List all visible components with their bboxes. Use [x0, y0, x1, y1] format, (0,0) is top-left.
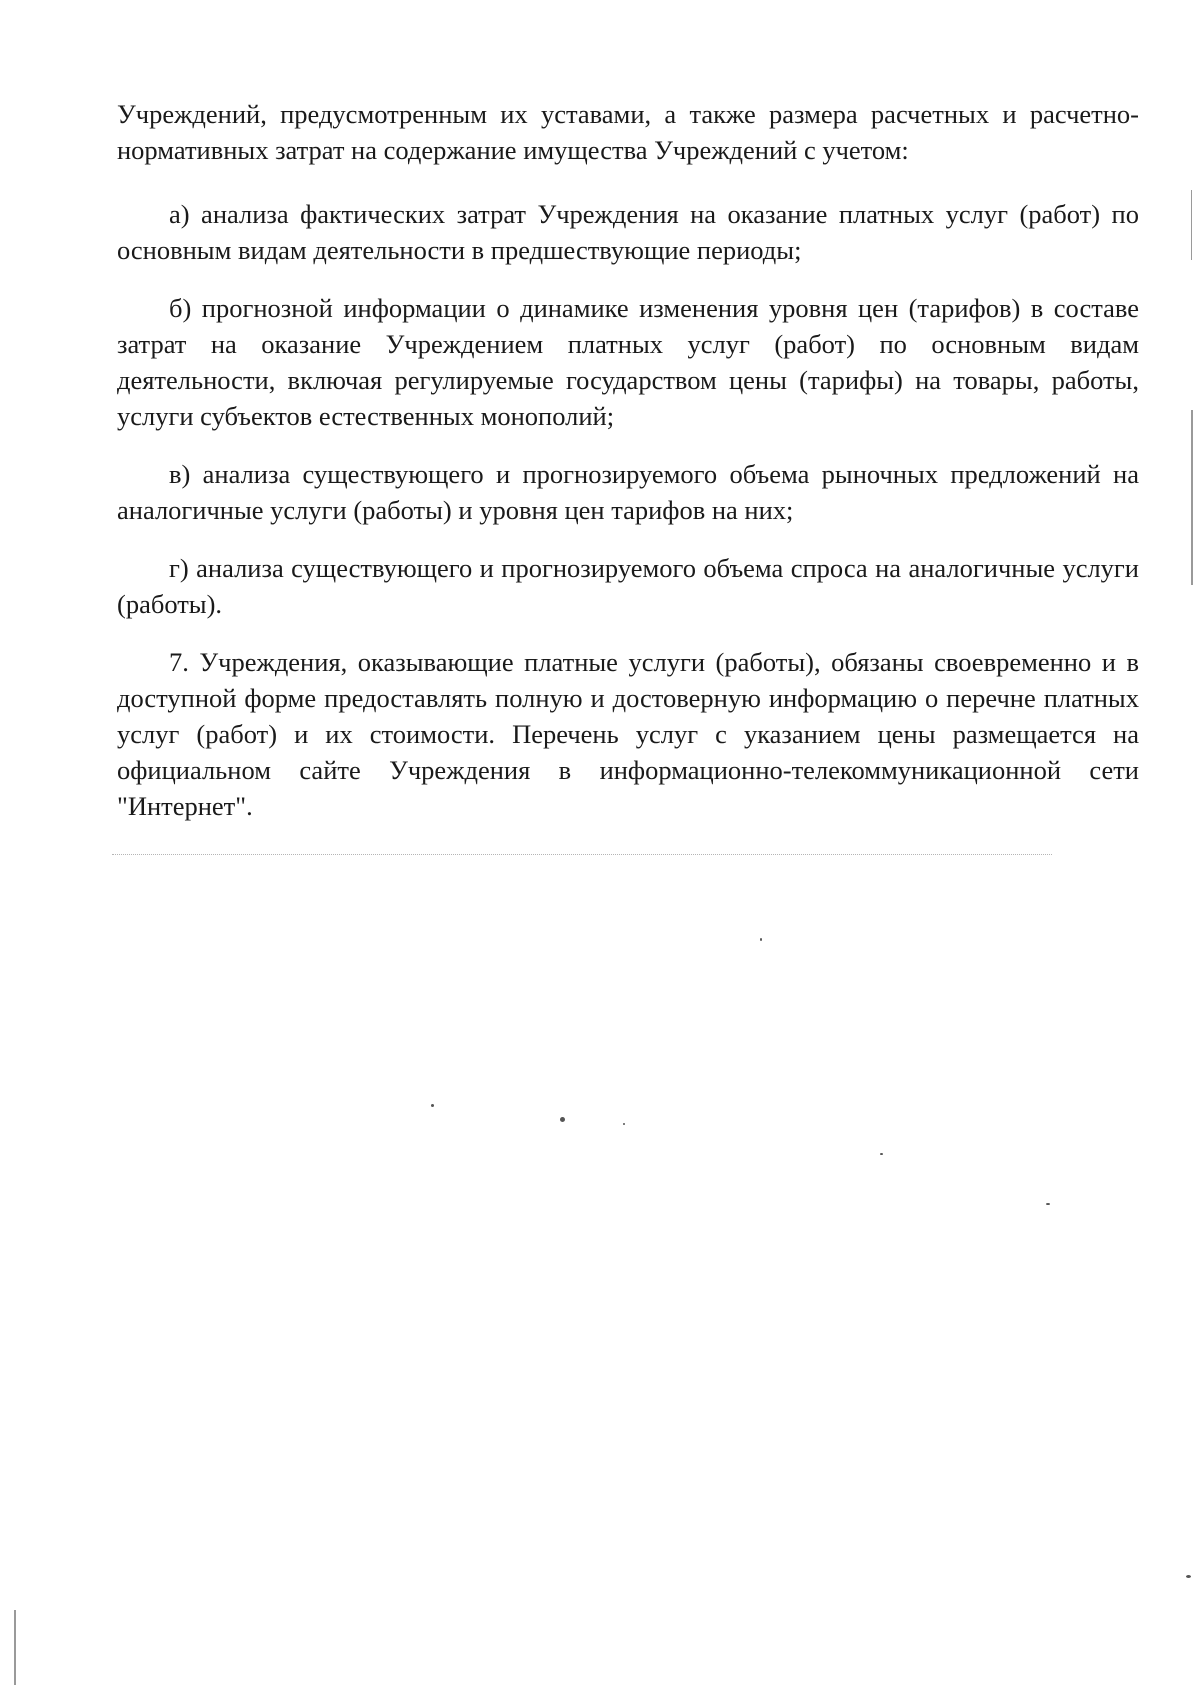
scan-speck — [431, 1104, 434, 1107]
paragraph-item-b: б) прогнозной информации о динамике изменения уровня цен (тарифов) в составе затрат на оказание Учреждением платных услуг (работ) по основным видам деятельности, включая регулируемые государством цены (тарифы) на товары, работы, услуги субъектов естественных монополий; — [117, 293, 1139, 431]
scan-speck — [1046, 1203, 1050, 1205]
scan-speck — [623, 1123, 625, 1125]
scan-edge-line-right-2 — [1191, 410, 1193, 585]
scan-speck — [880, 1153, 883, 1155]
paragraph-item-g: г) анализа существующего и прогнозируемого объема спроса на аналогичные услуги (работы). — [117, 553, 1139, 619]
paragraph-item-v: в) анализа существующего и прогнозируемого объема рыночных предложений на аналогичные услуги (работы) и уровня цен тарифов на них; — [117, 459, 1139, 525]
paragraph-item-a: а) анализа фактических затрат Учреждения на оказание платных услуг (работ) по основным видам деятельности в предшествующие периоды; — [117, 199, 1139, 265]
scan-speck — [1186, 1575, 1191, 1578]
scan-speck — [760, 938, 762, 941]
scan-dotted-rule — [112, 854, 1052, 855]
paragraph-intro-continuation: Учреждений, предусмотренным их уставами, а также размера расчетных и расчетно-нормативных затрат на содержание имущества Учреждений с учетом: — [117, 99, 1139, 165]
paragraph-clause-7: 7. Учреждения, оказывающие платные услуги (работы), обязаны своевременно и в доступной форме предоставлять полную и достоверную информацию о перечне платных услуг (работ) и их стоимости. Перечень услуг с указанием цены размещается на официальном сайте Учреждения в информационно-телекоммуникационной сети "Интернет". — [117, 647, 1139, 821]
scan-speck — [560, 1117, 565, 1122]
document-body — [117, 96, 1139, 846]
scan-edge-line-left-bottom — [14, 1610, 16, 1685]
scan-edge-line-right-1 — [1191, 190, 1192, 260]
